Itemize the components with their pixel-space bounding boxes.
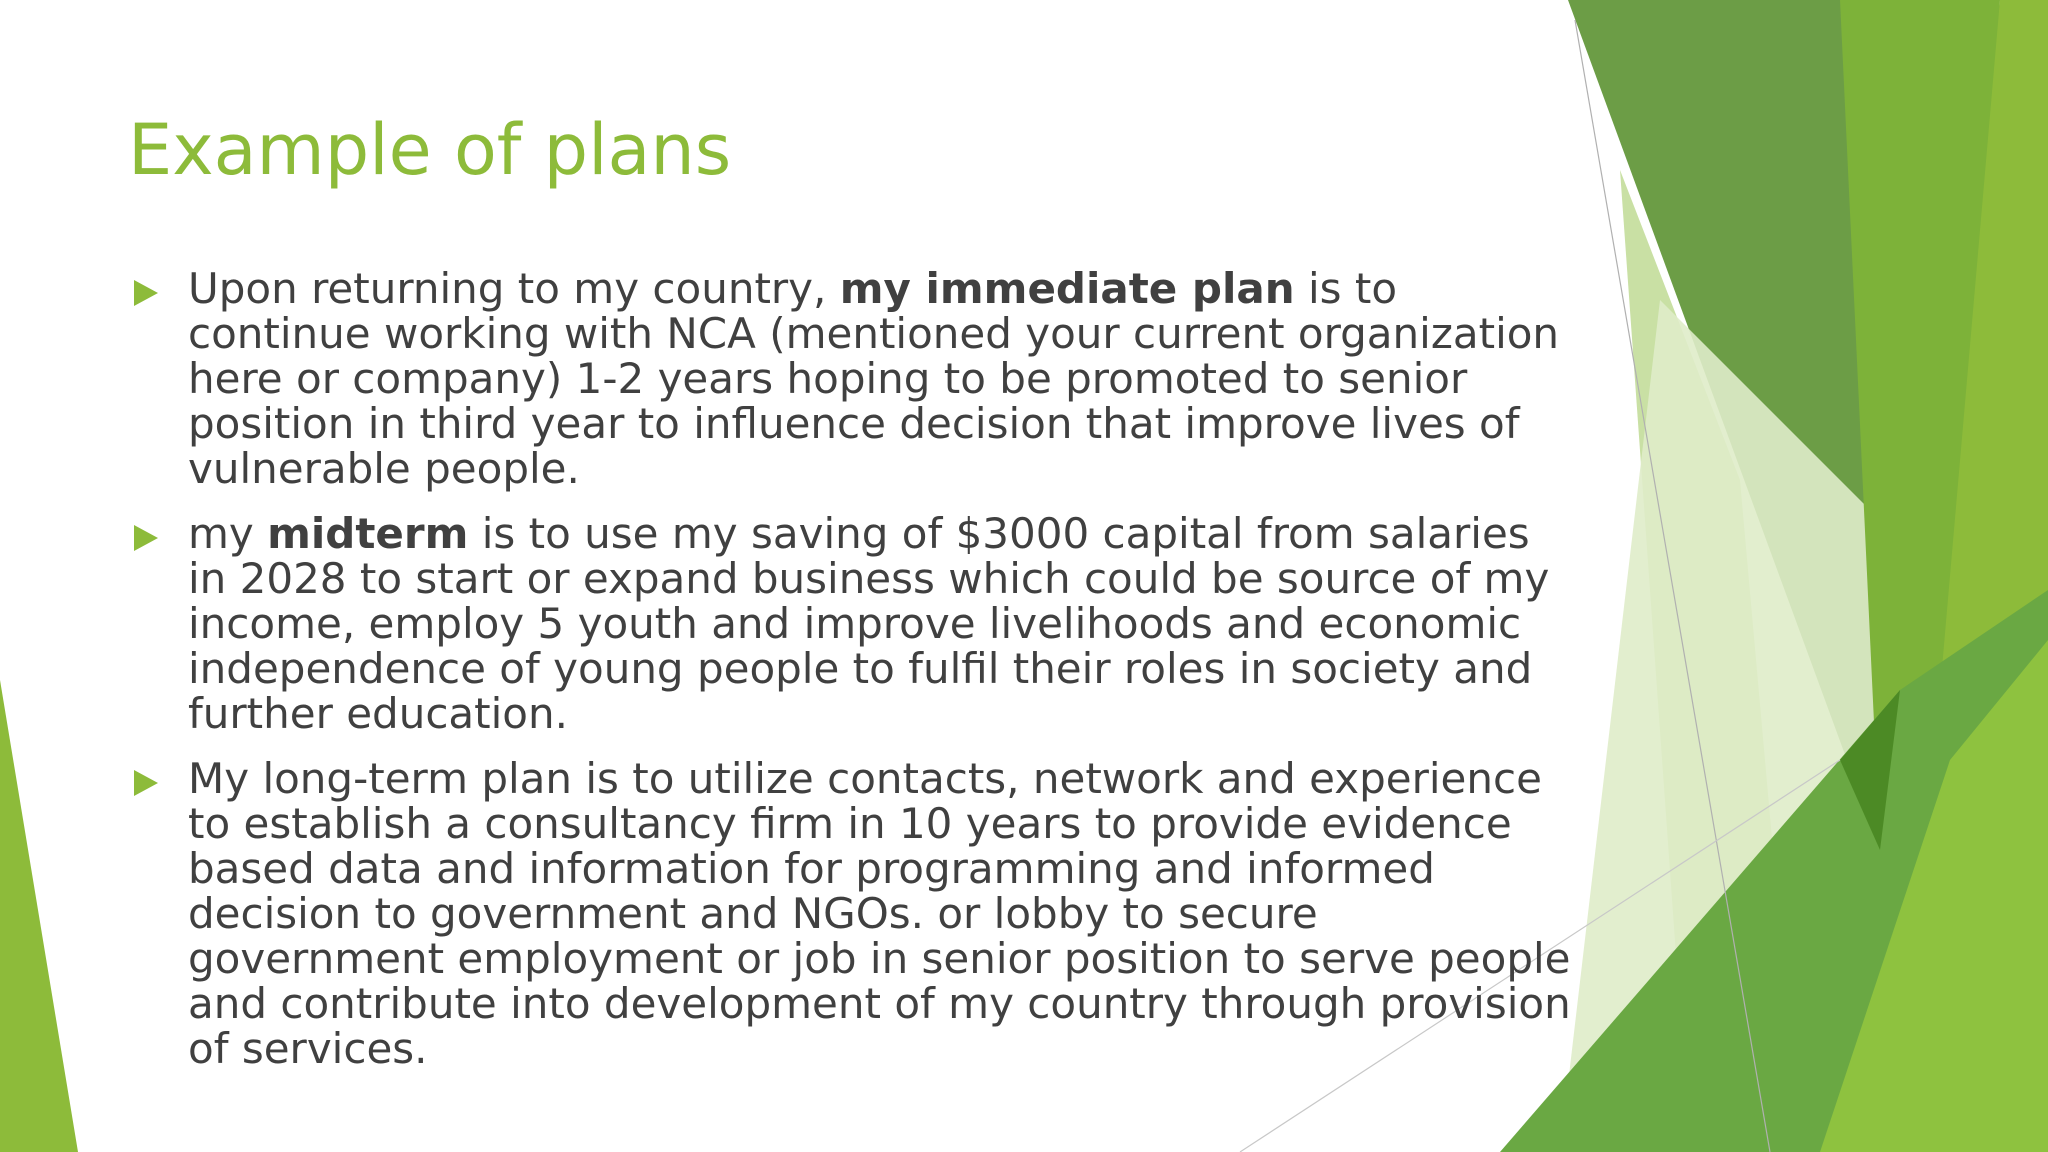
deco-left-green-shape	[0, 680, 78, 1152]
bullet-lead: my	[188, 509, 268, 558]
bullet-lead: Upon returning to my country,	[188, 264, 840, 313]
bullet-text	[188, 511, 1572, 736]
bullet-lead: My long-term plan is to utilize contacts, network and experience to establish a consultancy firm in 10 years to provide evidence based data and information for programming and informed decision to government and NGOs. or lobby to secure government employment or job in senior position to serve people and contribute into development of my country through provision of services.	[188, 754, 1571, 1073]
bullet-rest: is to continue working with NCA (mentioned your current organization here or company) 1-2 years hoping to be promoted to senior position in third year to influence decision that improve lives of vulnerable people.	[188, 264, 1560, 493]
slide-title: Example of plans	[128, 109, 732, 191]
bullet-bold: midterm	[267, 509, 469, 558]
bullet-text	[188, 266, 1572, 491]
bullet-list	[132, 266, 1572, 1091]
bullet-item-long-term-plan	[132, 756, 1572, 1071]
triangle-right-icon	[134, 280, 158, 306]
triangle-right-icon	[134, 525, 158, 551]
bullet-bold: my immediate plan	[839, 264, 1295, 313]
bullet-rest: is to use my saving of $3000 capital from salaries in 2028 to start or expand business which could be source of my income, employ 5 youth and improve livelihoods and economic independence of young people to fulfil their roles in society and further education.	[188, 509, 1550, 738]
bullet-text	[188, 756, 1572, 1071]
bullet-item-immediate-plan	[132, 266, 1572, 491]
triangle-right-icon	[134, 770, 158, 796]
bullet-item-midterm-plan	[132, 511, 1572, 736]
